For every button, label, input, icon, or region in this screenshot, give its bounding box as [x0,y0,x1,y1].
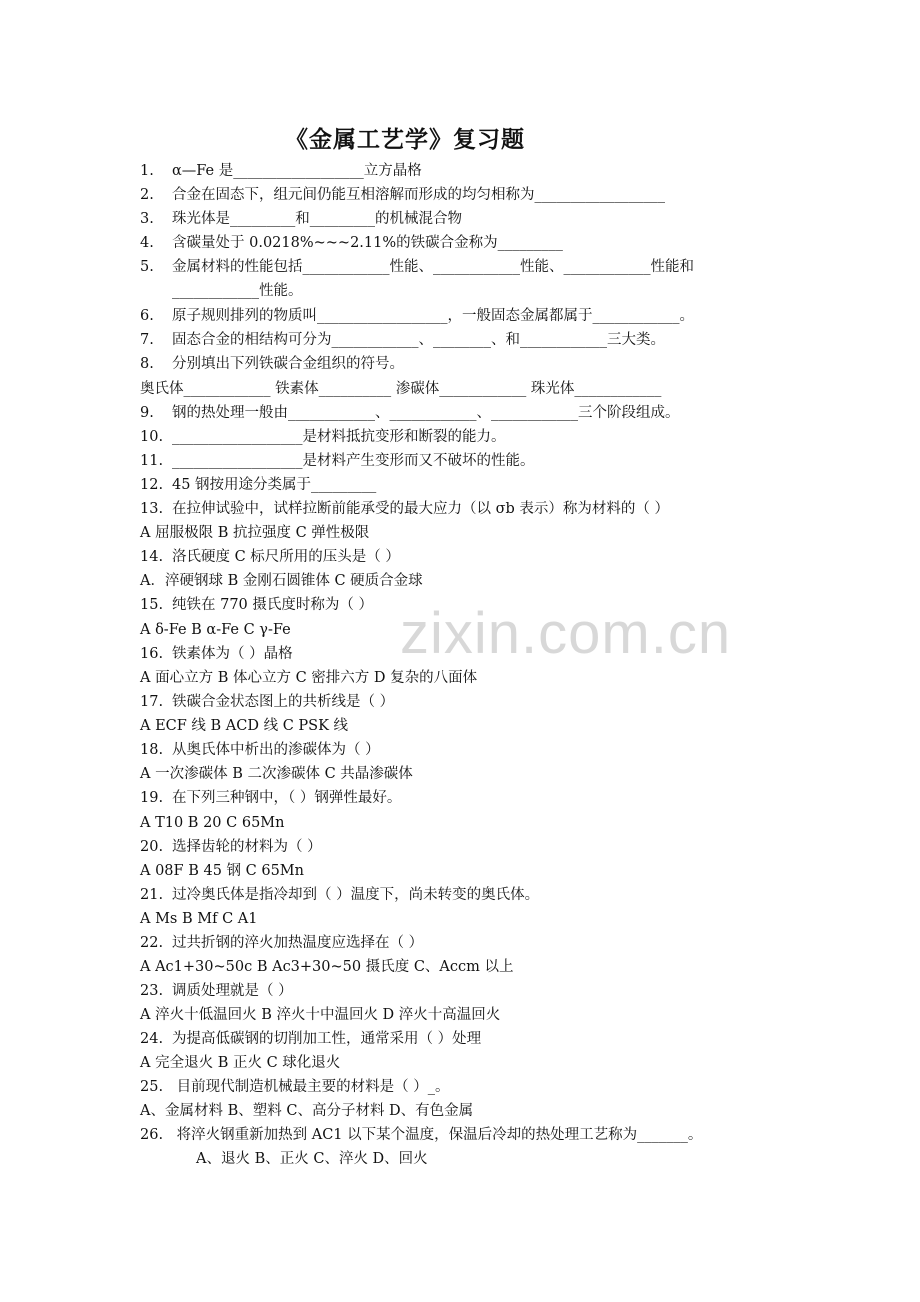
question-line [140,572,423,590]
question-line [140,1102,473,1120]
question-number: 19. [140,790,164,806]
question-text: A δ-Fe B α-Fe C γ-Fe [140,622,291,638]
question-line [140,741,380,759]
question-line [140,307,694,325]
question-text: 合金在固态下，组元间仍能互相溶解而形成的均匀相称为__________________ [172,187,665,203]
question-text: 过冷奥氏体是指冷却到（ ）温度下，尚未转变的奥氏体。 [172,887,540,903]
question-number: 14. [140,549,164,565]
question-line [140,958,514,976]
question-number: 25. [140,1079,164,1095]
question-line [172,282,303,300]
question-text: A、金属材料 B、塑料 C、高分子材料 D、有色金属 [140,1103,474,1119]
question-line [140,910,257,928]
question-text: A T10 B 20 C 65Mn [140,815,285,831]
question-text: A．淬硬钢球 B 金刚石圆锥体 C 硬质合金球 [140,573,423,589]
question-line [140,186,665,204]
question-text: A 屈服极限 B 抗拉强度 C 弹性极限 [140,525,370,541]
question-text: 调质处理就是（ ） [172,983,293,999]
question-text: __________________是材料抵抗变形和断裂的能力。 [172,429,506,445]
question-text: 从奥氏体中析出的渗碳体为（ ） [172,742,380,758]
question-text: 含碳量处于 0.0218%~~~2.11%的铁碳合金称为_________ [172,235,563,251]
question-text: 原子规则排列的物质叫__________________，一般固态金属都属于____________。 [172,308,694,324]
question-text: 纯铁在 770 摄氏度时称为（ ） [172,597,374,613]
question-line [140,789,401,807]
question-line [140,621,291,639]
question-number: 5. [140,259,154,275]
question-line [140,934,423,952]
question-number: 12. [140,477,164,493]
question-line [140,452,535,470]
question-line [140,355,404,373]
question-line [140,234,563,252]
question-text: 在下列三种钢中，（ ）钢弹性最好。 [172,790,402,806]
question-line [140,380,661,398]
question-text: A、退火 B、正火 C、淬火 D、回火 [196,1151,428,1167]
question-line [140,596,373,614]
question-number: 11. [140,453,164,469]
question-line [140,982,293,1000]
question-number: 13. [140,501,164,517]
question-text: 铁素体为（ ）晶格 [172,646,293,662]
question-text: 金属材料的性能包括____________性能、____________性能、____________性能和 [172,259,694,275]
question-number: 16. [140,646,164,662]
question-text: __________________是材料产生变形而又不破坏的性能。 [172,453,535,469]
question-line [140,1030,481,1048]
question-line [140,1054,340,1072]
question-line [140,862,304,880]
question-text: 为提高低碳钢的切削加工性，通常采用（ ）处理 [172,1031,482,1047]
question-number: 15. [140,597,164,613]
question-text: 珠光体是_________和_________的机械混合物 [172,211,462,227]
question-line [140,210,462,228]
question-line [140,524,369,542]
question-line [140,693,394,711]
question-text: A 一次渗碳体 B 二次渗碳体 C 共晶渗碳体 [140,766,413,782]
question-text: A 面心立方 B 体心立方 C 密排六方 D 复杂的八面体 [140,670,478,686]
question-number: 26. [140,1127,164,1143]
question-line [140,500,669,518]
question-text: 固态合金的相结构可分为____________、________、和____________三大类。 [172,332,665,348]
question-line [140,258,694,276]
question-line [140,331,665,349]
watermark: zixin.com.cn [400,601,732,666]
question-line [140,162,422,180]
question-number: 18. [140,742,164,758]
question-line [140,765,413,783]
question-text: 分别填出下列铁碳合金组织的符号。 [172,356,404,372]
question-line [140,645,293,663]
question-number: 23. [140,983,164,999]
question-number: 4. [140,235,154,251]
question-text: A 08F B 45 钢 C 65Mn [140,863,304,879]
question-number: 24. [140,1031,164,1047]
question-line [140,838,322,856]
question-text: 选择齿轮的材料为（ ） [172,839,322,855]
question-text: A 淬火十低温回火 B 淬火十中温回火 D 淬火十高温回火 [140,1007,501,1023]
question-line [140,886,539,904]
question-line [196,1150,428,1168]
question-line [140,404,680,422]
question-text: A Ms B Mf C A1 [140,911,258,927]
question-number: 8. [140,356,154,372]
question-line [140,476,376,494]
question-number: 22. [140,935,164,951]
question-line [140,1006,500,1024]
question-number: 20. [140,839,164,855]
question-text: 奥氏体____________ 铁素体__________ 渗碳体____________ 珠光体____________ [140,381,662,397]
question-number: 2. [140,187,154,203]
question-number: 7. [140,332,154,348]
question-text: A ECF 线 B ACD 线 C PSK 线 [140,718,349,734]
question-text: ____________性能。 [172,283,303,299]
question-number: 1. [140,163,154,179]
document-title: 《金属工艺学》复习题 [285,126,525,153]
question-number: 9. [140,405,154,421]
question-number: 10. [140,429,164,445]
question-text: 45 钢按用途分类属于_________ [172,477,377,493]
question-number: 17. [140,694,164,710]
question-line [140,428,506,446]
question-text: 过共折钢的淬火加热温度应选择在（ ） [172,935,424,951]
question-text: A 完全退火 B 正火 C 球化退火 [140,1055,341,1071]
question-text: α—Fe 是__________________立方晶格 [172,163,422,179]
question-text: 将淬火钢重新加热到 AC1 以下某个温度，保温后冷却的热处理工艺称为_______。 [172,1127,703,1143]
question-text: 目前现代制造机械最主要的材料是（ ）_。 [172,1079,450,1095]
question-line [140,814,284,832]
question-number: 6. [140,308,154,324]
question-number: 21. [140,887,164,903]
question-text: 在拉伸试验中，试样拉断前能承受的最大应力（以 σb 表示）称为材料的（ ） [172,501,670,517]
question-text: 铁碳合金状态图上的共析线是（ ） [172,694,395,710]
question-line [140,548,400,566]
question-line [140,717,348,735]
question-line [140,669,477,687]
question-text: A Ac1+30~50c B Ac3+30~50 摄氏度 C、Accm 以上 [140,959,514,975]
question-text: 洛氏硬度 C 标尺所用的压头是（ ） [172,549,400,565]
question-line [140,1126,702,1144]
question-line [140,1078,449,1096]
question-number: 3. [140,211,154,227]
question-text: 钢的热处理一般由____________、____________、____________三个阶段组成。 [172,405,680,421]
